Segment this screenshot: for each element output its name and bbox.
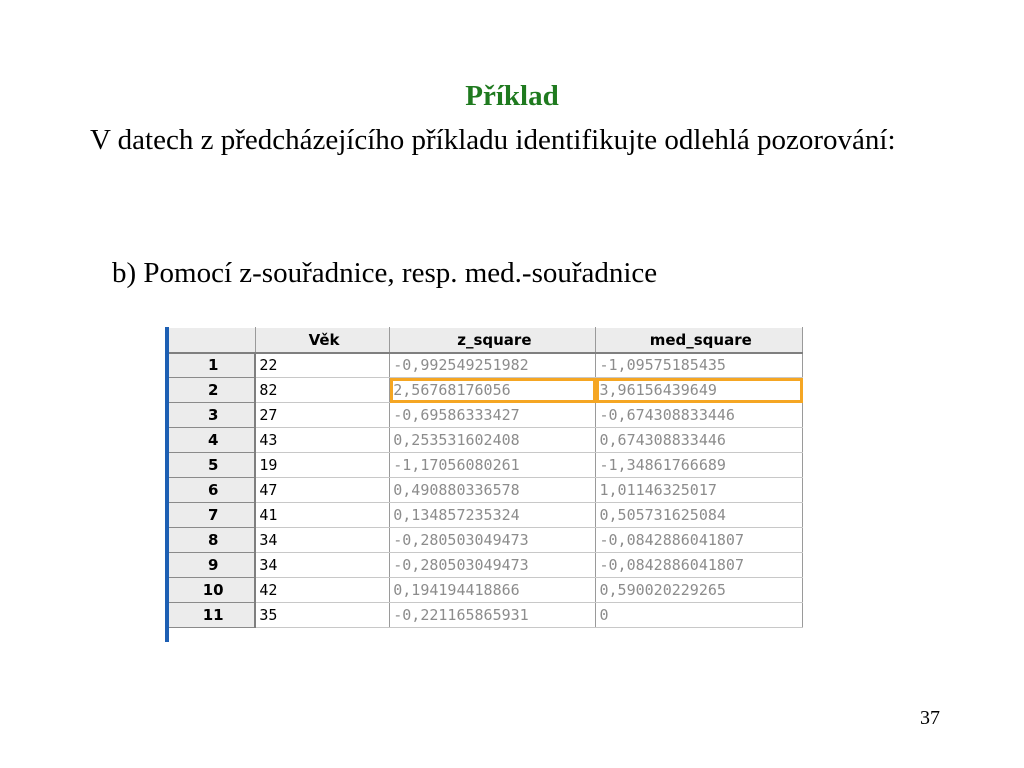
table-row <box>169 603 803 628</box>
cell-z-square[interactable]: 2,56768176056 <box>390 378 596 403</box>
row-header[interactable]: 3 <box>169 403 255 428</box>
data-table <box>169 327 803 628</box>
cell-z-square[interactable]: -0,69586333427 <box>390 403 596 428</box>
row-header[interactable]: 4 <box>169 428 255 453</box>
column-header-vek[interactable]: Věk <box>255 328 389 353</box>
cell-med-square[interactable]: 0 <box>596 603 803 628</box>
table-row <box>169 453 803 478</box>
row-header[interactable]: 5 <box>169 453 255 478</box>
cell-med-square[interactable]: 1,01146325017 <box>596 478 803 503</box>
cell-vek[interactable]: 42 <box>255 578 389 603</box>
slide-paragraph: V datech z předcházejícího příkladu identifikujte odlehlá pozorování: <box>90 124 896 156</box>
slide-subitem: b) Pomocí z-souřadnice, resp. med.-souřadnice <box>112 257 658 289</box>
table-row <box>169 478 803 503</box>
cell-vek[interactable]: 43 <box>255 428 389 453</box>
cell-vek[interactable]: 34 <box>255 553 389 578</box>
cell-med-square[interactable]: 0,505731625084 <box>596 503 803 528</box>
row-header[interactable]: 9 <box>169 553 255 578</box>
cell-vek[interactable]: 35 <box>255 603 389 628</box>
row-header[interactable]: 7 <box>169 503 255 528</box>
cell-z-square[interactable]: -0,221165865931 <box>390 603 596 628</box>
table-row <box>169 403 803 428</box>
page-number: 37 <box>920 707 940 729</box>
cell-med-square[interactable]: 3,96156439649 <box>596 378 803 403</box>
cell-z-square[interactable]: 0,194194418866 <box>390 578 596 603</box>
table-row <box>169 428 803 453</box>
cell-med-square[interactable]: 0,590020229265 <box>596 578 803 603</box>
cell-z-square[interactable]: -0,280503049473 <box>390 553 596 578</box>
table-row <box>169 553 803 578</box>
table-row <box>169 503 803 528</box>
header-row <box>169 328 803 353</box>
column-header-med-square[interactable]: med_square <box>596 328 803 353</box>
cell-med-square[interactable]: -1,34861766689 <box>596 453 803 478</box>
cell-med-square[interactable]: 0,674308833446 <box>596 428 803 453</box>
cell-vek[interactable]: 22 <box>255 353 389 378</box>
cell-z-square[interactable]: 0,490880336578 <box>390 478 596 503</box>
slide-title: Příklad <box>465 80 559 112</box>
cell-vek[interactable]: 47 <box>255 478 389 503</box>
table-row <box>169 353 803 378</box>
column-header-z-square[interactable]: z_square <box>390 328 596 353</box>
cell-vek[interactable]: 19 <box>255 453 389 478</box>
cell-vek[interactable]: 34 <box>255 528 389 553</box>
cell-med-square[interactable]: -0,674308833446 <box>596 403 803 428</box>
row-header[interactable]: 1 <box>169 353 255 378</box>
table-row <box>169 578 803 603</box>
cell-med-square[interactable]: -0,0842886041807 <box>596 553 803 578</box>
cell-vek[interactable]: 82 <box>255 378 389 403</box>
cell-vek[interactable]: 41 <box>255 503 389 528</box>
cell-med-square[interactable]: -0,0842886041807 <box>596 528 803 553</box>
corner-cell[interactable] <box>169 328 255 353</box>
cell-z-square[interactable]: -0,992549251982 <box>390 353 596 378</box>
data-grid <box>165 327 803 642</box>
cell-z-square[interactable]: 0,253531602408 <box>390 428 596 453</box>
table-row <box>169 378 803 403</box>
row-header[interactable]: 11 <box>169 603 255 628</box>
cell-z-square[interactable]: -0,280503049473 <box>390 528 596 553</box>
cell-vek[interactable]: 27 <box>255 403 389 428</box>
cell-med-square[interactable]: -1,09575185435 <box>596 353 803 378</box>
cell-z-square[interactable]: 0,134857235324 <box>390 503 596 528</box>
cell-z-square[interactable]: -1,17056080261 <box>390 453 596 478</box>
row-header[interactable]: 8 <box>169 528 255 553</box>
row-header[interactable]: 6 <box>169 478 255 503</box>
row-header[interactable]: 10 <box>169 578 255 603</box>
table-row <box>169 528 803 553</box>
row-header[interactable]: 2 <box>169 378 255 403</box>
